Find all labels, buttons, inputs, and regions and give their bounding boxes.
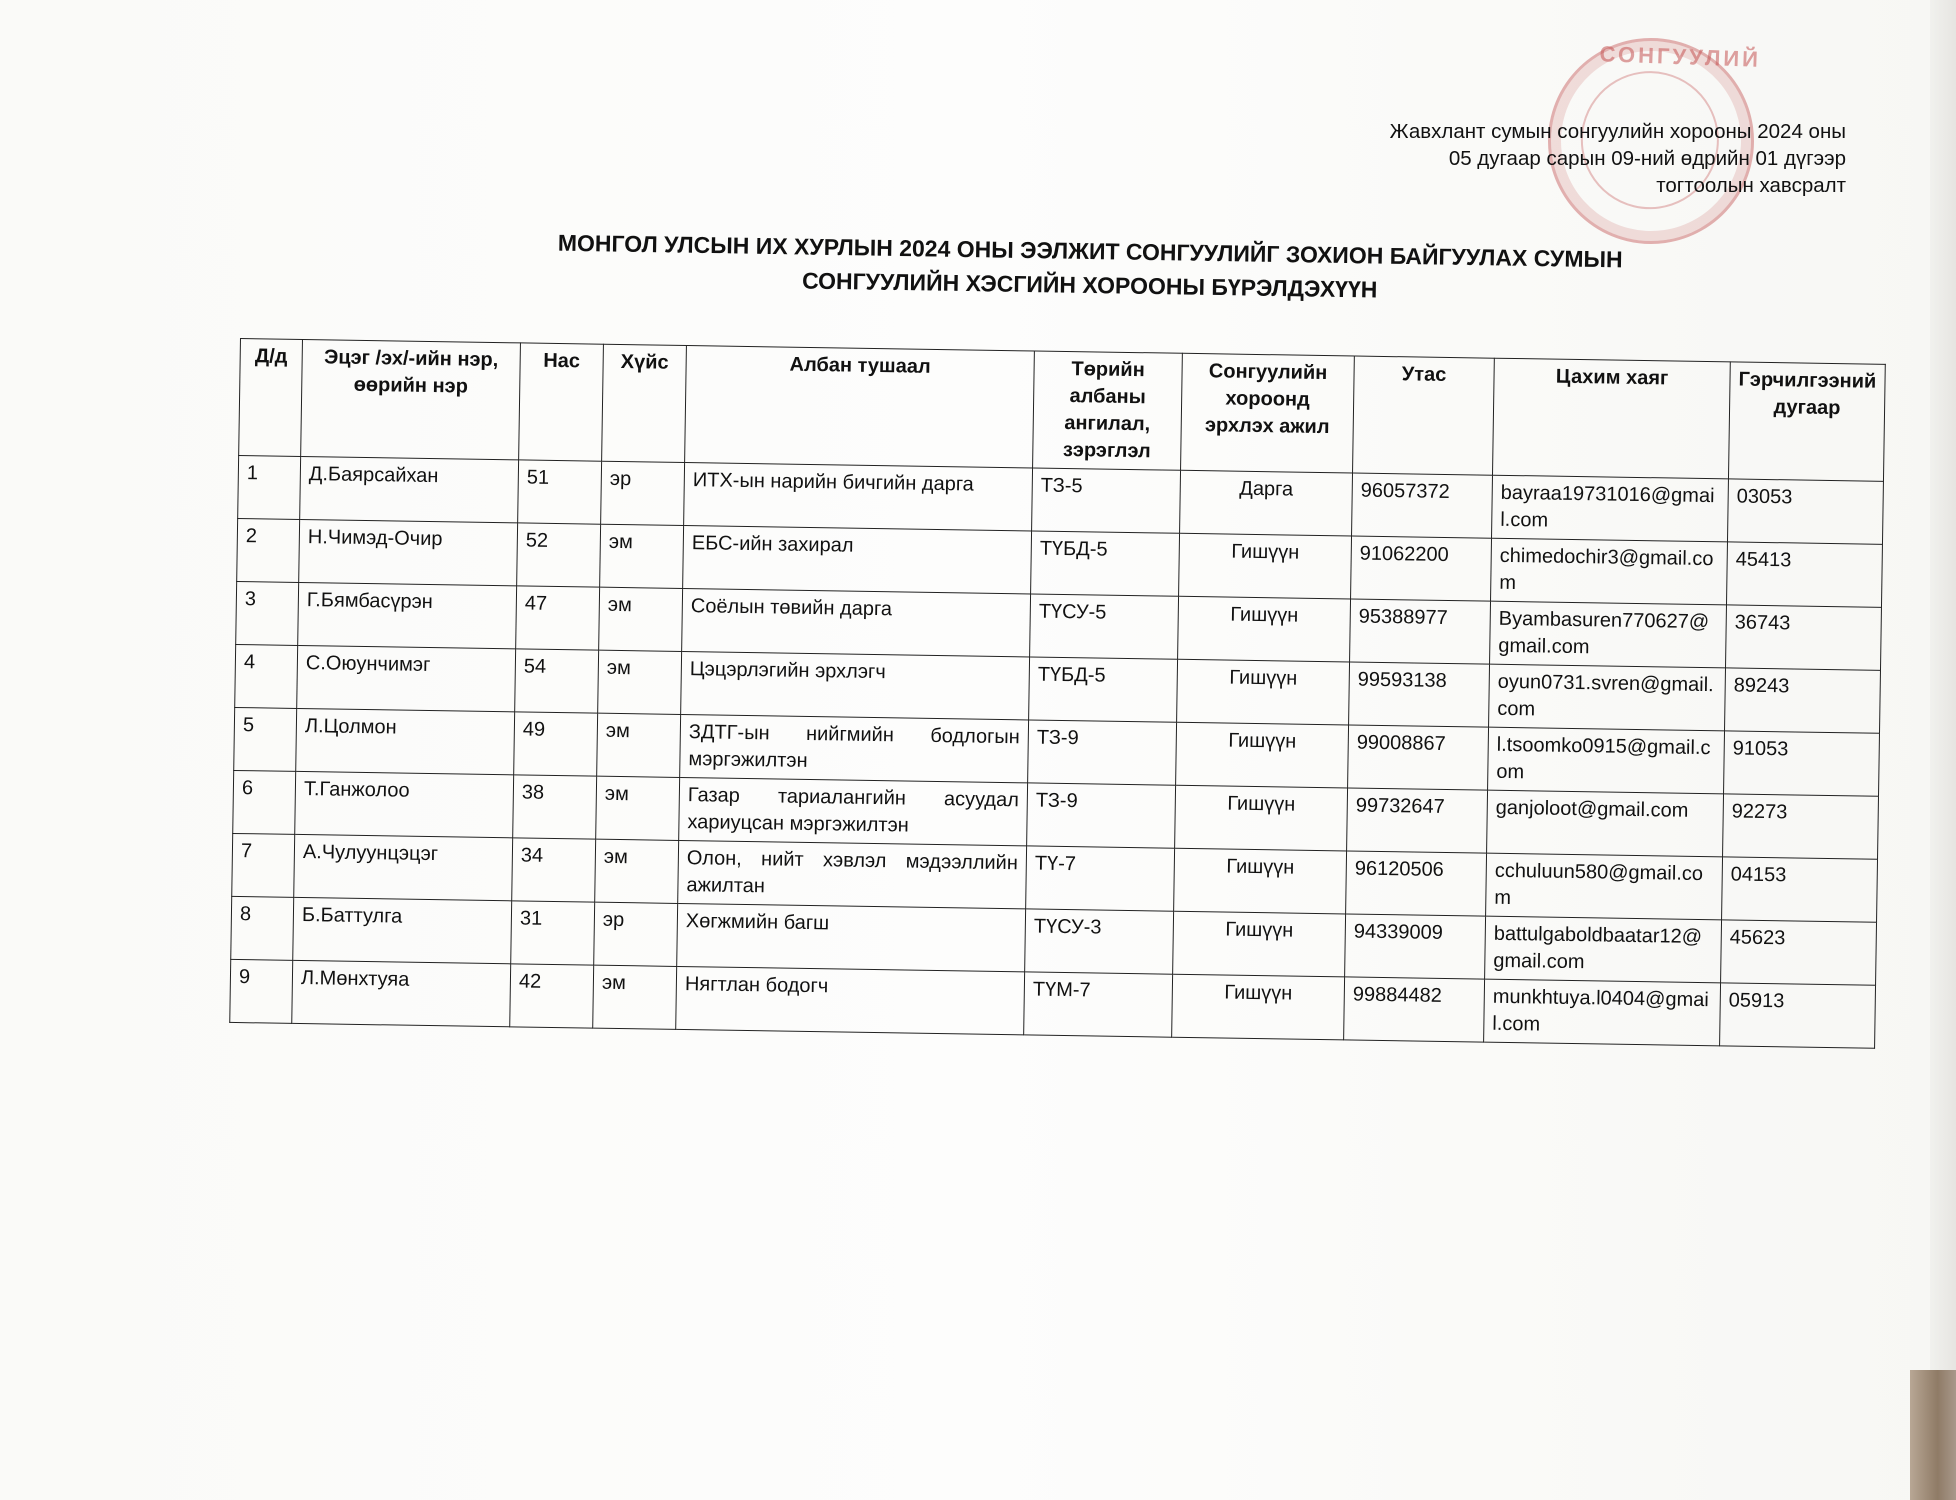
cell-no: 7 xyxy=(232,833,295,897)
cell-age: 42 xyxy=(510,964,594,1028)
cell-name: Н.Чимэд-Очир xyxy=(299,519,518,585)
cell-position: ЗДТГ-ын нийгмийн бодлогын мэргэжилтэн xyxy=(680,714,1029,782)
header-cell-phone: Утас xyxy=(1353,356,1495,475)
cell-position: Хөгжмийн багш xyxy=(677,903,1026,971)
cell-role: Гишүүн xyxy=(1176,722,1349,788)
cell-age: 51 xyxy=(518,460,602,524)
header-cell-gender: Хүйс xyxy=(602,344,687,462)
cell-cert: 45413 xyxy=(1726,542,1882,607)
cell-no: 5 xyxy=(234,707,297,771)
cell-age: 38 xyxy=(513,775,597,839)
cell-position: Нягтлан бодогч xyxy=(676,966,1025,1034)
cell-phone: 96057372 xyxy=(1352,473,1493,538)
appendix-note xyxy=(1326,118,1846,199)
cell-age: 47 xyxy=(516,586,600,650)
cell-phone: 95388977 xyxy=(1350,599,1491,664)
cell-name: С.Оюунчимэг xyxy=(297,645,516,711)
cell-name: Д.Баярсайхан xyxy=(300,456,519,522)
cell-email: chimedochir3@gmail.com xyxy=(1491,538,1728,605)
cell-email: l.tsoomko0915@gmail.com xyxy=(1488,727,1725,794)
cell-no: 6 xyxy=(233,770,296,834)
cell-email: oyun0731.svren@gmail.com xyxy=(1489,664,1726,731)
cell-gender: эр xyxy=(601,461,685,525)
cell-gender: эм xyxy=(596,776,680,840)
cell-role: Гишүүн xyxy=(1178,596,1351,662)
cell-rank: ТҮ-7 xyxy=(1026,846,1175,911)
cell-phone: 99884482 xyxy=(1344,977,1485,1042)
header-cell-role: Сонгуулийн хороонд эрхлэх ажил xyxy=(1181,353,1355,473)
cell-cert: 92273 xyxy=(1723,794,1879,859)
cell-role: Дарга xyxy=(1180,470,1353,536)
cell-rank: ТЗ-9 xyxy=(1027,783,1176,848)
cell-no: 9 xyxy=(230,959,293,1023)
cell-age: 31 xyxy=(511,901,595,965)
cell-position: Соёлын төвийн дарга xyxy=(682,588,1031,656)
header-cell-name: Эцэг /эх/-ийн нэр, өөрийн нэр xyxy=(301,339,521,459)
cell-role: Гишүүн xyxy=(1173,911,1346,977)
cell-email: bayraa19731016@gmail.com xyxy=(1492,475,1729,542)
cell-gender: эм xyxy=(595,839,679,903)
cell-email: munkhtuya.l0404@gmail.com xyxy=(1484,979,1721,1046)
cell-name: А.Чулуунцэцэг xyxy=(294,834,513,900)
header-cell-rank: Төрийн албаны ангилал, зэрэглэл xyxy=(1033,351,1183,470)
cell-no: 3 xyxy=(236,581,299,645)
document-title-line: СОНГУУЛИЙН ХЭСГИЙН ХОРООНЫ БҮРЭЛДЭХҮҮН xyxy=(801,267,1378,303)
cell-gender: эм xyxy=(599,587,683,651)
cell-age: 49 xyxy=(514,712,598,776)
cell-no: 2 xyxy=(237,518,300,582)
cell-position: Олон, нийт хэвлэл мэдээллийн ажилтан xyxy=(678,840,1027,908)
header-cell-age: Нас xyxy=(519,343,604,461)
cell-email: cchuluun580@gmail.com xyxy=(1486,853,1723,920)
cell-gender: эм xyxy=(598,650,682,714)
cell-position: Газар тариалангийн асуудал хариуцсан мэргэжилтэн xyxy=(679,777,1028,845)
cell-position: ИТХ-ын нарийн бичгийн дарга xyxy=(684,462,1033,530)
cell-gender: эр xyxy=(594,902,678,966)
cell-email: Byambasuren770627@gmail.com xyxy=(1490,601,1727,668)
cell-rank: ТЗ-9 xyxy=(1028,720,1177,785)
cell-role: Гишүүн xyxy=(1177,659,1350,725)
cell-age: 54 xyxy=(515,649,599,713)
cell-rank: ТҮБД-5 xyxy=(1029,657,1178,722)
cell-phone: 94339009 xyxy=(1345,914,1486,979)
cell-cert: 03053 xyxy=(1727,479,1883,544)
cell-position: Цэцэрлэгийн эрхлэгч xyxy=(681,651,1030,719)
stamp-text: СОНГУУЛИЙ xyxy=(1599,41,1762,72)
cell-cert: 05913 xyxy=(1720,983,1876,1048)
cell-phone: 99732647 xyxy=(1347,788,1488,853)
cell-cert: 89243 xyxy=(1725,668,1881,733)
cell-name: Л.Мөнхтуяа xyxy=(292,960,511,1026)
cell-phone: 99008867 xyxy=(1348,725,1489,790)
cell-phone: 99593138 xyxy=(1349,662,1490,727)
header-cell-email: Цахим хаяг xyxy=(1492,358,1730,479)
cell-gender: эм xyxy=(593,965,677,1029)
header-cell-no: Д/д xyxy=(239,339,303,457)
cell-name: Т.Ганжолоо xyxy=(295,771,514,837)
cell-name: Б.Баттулга xyxy=(293,897,512,963)
cell-cert: 36743 xyxy=(1726,605,1882,670)
cell-email: battulgaboldbaatar12@gmail.com xyxy=(1485,916,1722,983)
header-cell-cert: Гэрчилгээний дугаар xyxy=(1728,362,1885,481)
document-title-line: МОНГОЛ УЛСЫН ИХ ХУРЛЫН 2024 ОНЫ ЭЭЛЖИТ СОНГУУЛИЙГ ЗОХИОН БАЙГУУЛАХ СУМЫН xyxy=(557,229,1623,273)
appendix-note-line: тогтоолын хавсралт xyxy=(1656,174,1846,197)
cell-role: Гишүүн xyxy=(1175,785,1348,851)
cell-no: 8 xyxy=(231,896,294,960)
committee-members-table xyxy=(229,338,1885,1049)
cell-phone: 96120506 xyxy=(1346,851,1487,916)
header-cell-position: Албан тушаал xyxy=(685,346,1035,468)
cell-name: Г.Бямбасүрэн xyxy=(298,582,517,648)
background-surface xyxy=(1910,1370,1956,1500)
cell-email: ganjoloot@gmail.com xyxy=(1487,790,1724,857)
cell-age: 52 xyxy=(517,523,601,587)
page-edge-shadow xyxy=(1930,0,1956,1500)
cell-age: 34 xyxy=(512,838,596,902)
cell-no: 4 xyxy=(235,644,298,708)
cell-no: 1 xyxy=(238,455,301,519)
cell-rank: ТҮМ-7 xyxy=(1024,972,1173,1037)
cell-rank: ТЗ-5 xyxy=(1032,468,1181,533)
cell-rank: ТҮСУ-5 xyxy=(1030,594,1179,659)
cell-position: ЕБС-ийн захирал xyxy=(683,525,1032,593)
cell-gender: эм xyxy=(600,524,684,588)
cell-role: Гишүүн xyxy=(1172,974,1345,1040)
cell-rank: ТҮБД-5 xyxy=(1031,531,1180,596)
appendix-note-line: Жавхлант сумын сонгуулийн хорооны 2024 оны xyxy=(1389,120,1846,143)
cell-cert: 04153 xyxy=(1722,857,1878,922)
cell-phone: 91062200 xyxy=(1351,536,1492,601)
cell-cert: 45623 xyxy=(1721,920,1877,985)
cell-cert: 91053 xyxy=(1724,731,1880,796)
cell-role: Гишүүн xyxy=(1174,848,1347,914)
appendix-note-line: 05 дугаар сарын 09-ний өдрийн 01 дүгээр xyxy=(1448,147,1846,170)
cell-name: Л.Цолмон xyxy=(296,708,515,774)
cell-rank: ТҮСУ-3 xyxy=(1025,909,1174,974)
cell-gender: эм xyxy=(597,713,681,777)
cell-role: Гишүүн xyxy=(1179,533,1352,599)
